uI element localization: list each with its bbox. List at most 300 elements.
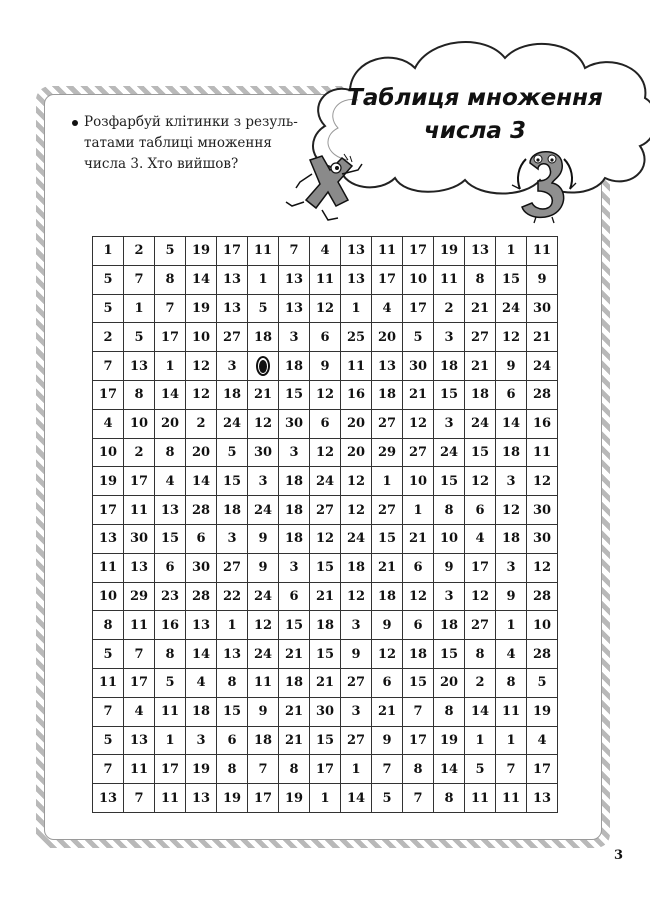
grid-cell[interactable]: 1 bbox=[217, 611, 248, 640]
grid-cell[interactable]: 5 bbox=[93, 640, 124, 669]
grid-cell[interactable]: 18 bbox=[186, 697, 217, 726]
grid-cell[interactable]: 27 bbox=[341, 668, 372, 697]
grid-cell[interactable]: 5 bbox=[93, 265, 124, 294]
grid-cell[interactable]: 15 bbox=[403, 668, 434, 697]
grid-cell[interactable]: 5 bbox=[372, 784, 403, 813]
grid-cell[interactable]: 27 bbox=[465, 611, 496, 640]
grid-cell[interactable]: 19 bbox=[279, 784, 310, 813]
grid-cell[interactable]: 1 bbox=[155, 352, 186, 381]
grid-cell[interactable]: 27 bbox=[310, 496, 341, 525]
grid-cell[interactable]: 12 bbox=[310, 380, 341, 409]
grid-cell[interactable]: 13 bbox=[527, 784, 558, 813]
grid-cell[interactable]: 24 bbox=[248, 640, 279, 669]
grid-cell[interactable]: 28 bbox=[186, 582, 217, 611]
grid-cell[interactable]: 8 bbox=[279, 755, 310, 784]
grid-cell[interactable]: 5 bbox=[124, 323, 155, 352]
grid-cell[interactable]: 12 bbox=[527, 553, 558, 582]
grid-cell[interactable]: 18 bbox=[248, 726, 279, 755]
grid-cell[interactable]: 3 bbox=[496, 553, 527, 582]
grid-cell[interactable]: 11 bbox=[124, 496, 155, 525]
grid-cell[interactable]: 5 bbox=[155, 237, 186, 266]
grid-cell[interactable]: 13 bbox=[186, 784, 217, 813]
grid-cell[interactable]: 11 bbox=[434, 265, 465, 294]
grid-cell[interactable]: 13 bbox=[217, 265, 248, 294]
grid-cell[interactable]: 18 bbox=[465, 380, 496, 409]
grid-cell[interactable]: 13 bbox=[279, 294, 310, 323]
grid-cell[interactable]: 10 bbox=[93, 582, 124, 611]
grid-cell[interactable]: 11 bbox=[341, 352, 372, 381]
grid-cell[interactable]: 15 bbox=[279, 380, 310, 409]
grid-cell[interactable]: 17 bbox=[372, 265, 403, 294]
grid-cell[interactable]: 21 bbox=[310, 582, 341, 611]
grid-cell[interactable]: 18 bbox=[279, 668, 310, 697]
grid-cell[interactable]: 21 bbox=[372, 553, 403, 582]
grid-cell[interactable]: 2 bbox=[124, 237, 155, 266]
grid-cell[interactable]: 17 bbox=[527, 755, 558, 784]
grid-cell[interactable]: 8 bbox=[155, 265, 186, 294]
grid-cell[interactable]: 30 bbox=[279, 409, 310, 438]
grid-cell[interactable]: 5 bbox=[93, 726, 124, 755]
grid-cell[interactable]: 15 bbox=[434, 640, 465, 669]
grid-cell[interactable]: 13 bbox=[93, 784, 124, 813]
grid-cell[interactable]: 11 bbox=[527, 237, 558, 266]
grid-cell[interactable]: 3 bbox=[341, 611, 372, 640]
grid-cell[interactable]: 18 bbox=[217, 496, 248, 525]
grid-cell[interactable]: 30 bbox=[186, 553, 217, 582]
grid-cell[interactable]: 24 bbox=[248, 582, 279, 611]
grid-cell[interactable]: 17 bbox=[465, 553, 496, 582]
grid-cell[interactable]: 7 bbox=[403, 697, 434, 726]
grid-cell[interactable]: 21 bbox=[279, 697, 310, 726]
grid-cell[interactable]: 5 bbox=[403, 323, 434, 352]
grid-cell[interactable]: 30 bbox=[310, 697, 341, 726]
grid-cell[interactable]: 8 bbox=[124, 380, 155, 409]
grid-cell[interactable]: 6 bbox=[496, 380, 527, 409]
grid-cell[interactable]: 5 bbox=[93, 294, 124, 323]
grid-cell[interactable]: 28 bbox=[527, 640, 558, 669]
grid-cell[interactable]: 18 bbox=[372, 582, 403, 611]
grid-cell[interactable]: 19 bbox=[217, 784, 248, 813]
grid-cell[interactable]: 3 bbox=[217, 524, 248, 553]
grid-cell[interactable]: 17 bbox=[248, 784, 279, 813]
grid-cell[interactable]: 6 bbox=[186, 524, 217, 553]
grid-cell[interactable]: 23 bbox=[155, 582, 186, 611]
grid-cell[interactable]: 3 bbox=[248, 467, 279, 496]
grid-cell[interactable]: 25 bbox=[341, 323, 372, 352]
grid-cell[interactable]: 4 bbox=[186, 668, 217, 697]
grid-cell[interactable]: 14 bbox=[186, 467, 217, 496]
grid-cell[interactable]: 27 bbox=[372, 496, 403, 525]
grid-cell[interactable]: 9 bbox=[496, 582, 527, 611]
grid-cell[interactable]: 17 bbox=[403, 726, 434, 755]
grid-cell[interactable]: 15 bbox=[465, 438, 496, 467]
grid-cell[interactable]: 21 bbox=[403, 524, 434, 553]
grid-cell[interactable]: 24 bbox=[248, 496, 279, 525]
grid-cell[interactable]: 24 bbox=[496, 294, 527, 323]
grid-cell[interactable]: 27 bbox=[372, 409, 403, 438]
grid-cell[interactable]: 20 bbox=[434, 668, 465, 697]
grid-cell[interactable]: 5 bbox=[155, 668, 186, 697]
grid-cell[interactable]: 2 bbox=[93, 323, 124, 352]
grid-cell[interactable]: 15 bbox=[155, 524, 186, 553]
grid-cell[interactable]: 11 bbox=[155, 784, 186, 813]
grid-cell[interactable] bbox=[248, 352, 279, 381]
grid-cell[interactable]: 3 bbox=[279, 438, 310, 467]
grid-cell[interactable]: 18 bbox=[434, 352, 465, 381]
grid-cell[interactable]: 12 bbox=[186, 380, 217, 409]
grid-cell[interactable]: 13 bbox=[217, 640, 248, 669]
grid-cell[interactable]: 18 bbox=[496, 438, 527, 467]
grid-cell[interactable]: 6 bbox=[465, 496, 496, 525]
grid-cell[interactable]: 12 bbox=[248, 611, 279, 640]
grid-cell[interactable]: 7 bbox=[124, 640, 155, 669]
grid-cell[interactable]: 4 bbox=[372, 294, 403, 323]
grid-cell[interactable]: 19 bbox=[93, 467, 124, 496]
grid-cell[interactable]: 12 bbox=[341, 582, 372, 611]
grid-cell[interactable]: 7 bbox=[372, 755, 403, 784]
grid-cell[interactable]: 14 bbox=[496, 409, 527, 438]
grid-cell[interactable]: 17 bbox=[93, 496, 124, 525]
grid-cell[interactable]: 17 bbox=[93, 380, 124, 409]
grid-cell[interactable]: 9 bbox=[248, 524, 279, 553]
grid-cell[interactable]: 4 bbox=[527, 726, 558, 755]
grid-cell[interactable]: 17 bbox=[217, 237, 248, 266]
grid-cell[interactable]: 3 bbox=[217, 352, 248, 381]
grid-cell[interactable]: 24 bbox=[341, 524, 372, 553]
grid-cell[interactable]: 1 bbox=[496, 726, 527, 755]
grid-cell[interactable]: 8 bbox=[434, 697, 465, 726]
grid-cell[interactable]: 9 bbox=[341, 640, 372, 669]
grid-cell[interactable]: 15 bbox=[496, 265, 527, 294]
grid-cell[interactable]: 15 bbox=[310, 726, 341, 755]
grid-cell[interactable]: 13 bbox=[124, 553, 155, 582]
grid-cell[interactable]: 20 bbox=[341, 409, 372, 438]
grid-cell[interactable]: 2 bbox=[124, 438, 155, 467]
grid-cell[interactable]: 11 bbox=[527, 438, 558, 467]
grid-cell[interactable]: 6 bbox=[403, 553, 434, 582]
grid-cell[interactable]: 27 bbox=[217, 553, 248, 582]
grid-cell[interactable]: 7 bbox=[93, 352, 124, 381]
grid-cell[interactable]: 22 bbox=[217, 582, 248, 611]
grid-cell[interactable]: 3 bbox=[434, 323, 465, 352]
grid-cell[interactable]: 4 bbox=[465, 524, 496, 553]
grid-cell[interactable]: 9 bbox=[372, 726, 403, 755]
grid-cell[interactable]: 1 bbox=[341, 755, 372, 784]
grid-cell[interactable]: 12 bbox=[403, 409, 434, 438]
grid-cell[interactable]: 6 bbox=[217, 726, 248, 755]
grid-cell[interactable]: 15 bbox=[279, 611, 310, 640]
grid-cell[interactable]: 1 bbox=[248, 265, 279, 294]
grid-cell[interactable]: 27 bbox=[465, 323, 496, 352]
grid-cell[interactable]: 5 bbox=[248, 294, 279, 323]
grid-cell[interactable]: 17 bbox=[155, 755, 186, 784]
grid-cell[interactable]: 14 bbox=[186, 265, 217, 294]
grid-cell[interactable]: 12 bbox=[310, 294, 341, 323]
grid-cell[interactable]: 12 bbox=[310, 438, 341, 467]
grid-cell[interactable]: 8 bbox=[217, 668, 248, 697]
grid-cell[interactable]: 11 bbox=[310, 265, 341, 294]
grid-cell[interactable]: 24 bbox=[527, 352, 558, 381]
grid-cell[interactable]: 15 bbox=[372, 524, 403, 553]
grid-cell[interactable]: 19 bbox=[186, 237, 217, 266]
grid-cell[interactable]: 13 bbox=[341, 237, 372, 266]
grid-cell[interactable]: 13 bbox=[465, 237, 496, 266]
grid-cell[interactable]: 8 bbox=[93, 611, 124, 640]
grid-cell[interactable]: 28 bbox=[186, 496, 217, 525]
grid-cell[interactable]: 1 bbox=[155, 726, 186, 755]
grid-cell[interactable]: 11 bbox=[124, 755, 155, 784]
grid-cell[interactable]: 15 bbox=[434, 467, 465, 496]
grid-cell[interactable]: 18 bbox=[279, 352, 310, 381]
grid-cell[interactable]: 5 bbox=[465, 755, 496, 784]
grid-cell[interactable]: 19 bbox=[186, 294, 217, 323]
grid-cell[interactable]: 13 bbox=[93, 524, 124, 553]
grid-cell[interactable]: 3 bbox=[434, 409, 465, 438]
grid-cell[interactable]: 21 bbox=[465, 294, 496, 323]
grid-cell[interactable]: 14 bbox=[341, 784, 372, 813]
grid-cell[interactable]: 4 bbox=[496, 640, 527, 669]
grid-cell[interactable]: 12 bbox=[341, 496, 372, 525]
grid-cell[interactable]: 20 bbox=[341, 438, 372, 467]
grid-cell[interactable]: 12 bbox=[403, 582, 434, 611]
grid-cell[interactable]: 7 bbox=[155, 294, 186, 323]
grid-cell[interactable]: 8 bbox=[155, 438, 186, 467]
grid-cell[interactable]: 1 bbox=[465, 726, 496, 755]
grid-cell[interactable]: 13 bbox=[186, 611, 217, 640]
grid-cell[interactable]: 11 bbox=[124, 611, 155, 640]
grid-cell[interactable]: 15 bbox=[310, 640, 341, 669]
grid-cell[interactable]: 12 bbox=[527, 467, 558, 496]
grid-cell[interactable]: 17 bbox=[124, 668, 155, 697]
grid-cell[interactable]: 6 bbox=[279, 582, 310, 611]
grid-cell[interactable]: 17 bbox=[403, 294, 434, 323]
grid-cell[interactable]: 21 bbox=[527, 323, 558, 352]
grid-cell[interactable]: 19 bbox=[434, 726, 465, 755]
grid-cell[interactable]: 11 bbox=[93, 668, 124, 697]
grid-cell[interactable]: 5 bbox=[527, 668, 558, 697]
grid-cell[interactable]: 30 bbox=[124, 524, 155, 553]
grid-cell[interactable]: 7 bbox=[248, 755, 279, 784]
grid-cell[interactable]: 13 bbox=[124, 726, 155, 755]
grid-cell[interactable]: 12 bbox=[496, 323, 527, 352]
grid-cell[interactable]: 3 bbox=[341, 697, 372, 726]
grid-cell[interactable]: 21 bbox=[248, 380, 279, 409]
grid-cell[interactable]: 18 bbox=[279, 524, 310, 553]
grid-cell[interactable]: 18 bbox=[310, 611, 341, 640]
grid-cell[interactable]: 18 bbox=[248, 323, 279, 352]
grid-cell[interactable]: 12 bbox=[465, 582, 496, 611]
grid-cell[interactable]: 11 bbox=[465, 784, 496, 813]
grid-cell[interactable]: 21 bbox=[279, 640, 310, 669]
grid-cell[interactable]: 8 bbox=[465, 640, 496, 669]
grid-cell[interactable]: 5 bbox=[217, 438, 248, 467]
grid-cell[interactable]: 10 bbox=[403, 265, 434, 294]
grid-cell[interactable]: 4 bbox=[155, 467, 186, 496]
grid-cell[interactable]: 9 bbox=[434, 553, 465, 582]
grid-cell[interactable]: 8 bbox=[434, 496, 465, 525]
grid-cell[interactable]: 10 bbox=[93, 438, 124, 467]
grid-cell[interactable]: 7 bbox=[403, 784, 434, 813]
grid-cell[interactable]: 10 bbox=[403, 467, 434, 496]
grid-cell[interactable]: 30 bbox=[527, 496, 558, 525]
grid-cell[interactable]: 9 bbox=[310, 352, 341, 381]
grid-cell[interactable]: 19 bbox=[434, 237, 465, 266]
grid-cell[interactable]: 19 bbox=[527, 697, 558, 726]
grid-cell[interactable]: 1 bbox=[341, 294, 372, 323]
grid-cell[interactable]: 12 bbox=[310, 524, 341, 553]
grid-cell[interactable]: 1 bbox=[372, 467, 403, 496]
grid-cell[interactable]: 21 bbox=[279, 726, 310, 755]
grid-cell[interactable]: 19 bbox=[186, 755, 217, 784]
grid-cell[interactable]: 29 bbox=[372, 438, 403, 467]
grid-cell[interactable]: 17 bbox=[403, 237, 434, 266]
grid-cell[interactable]: 20 bbox=[186, 438, 217, 467]
grid-cell[interactable]: 11 bbox=[496, 697, 527, 726]
grid-cell[interactable]: 18 bbox=[372, 380, 403, 409]
grid-cell[interactable]: 15 bbox=[310, 553, 341, 582]
grid-cell[interactable]: 10 bbox=[527, 611, 558, 640]
grid-cell[interactable]: 30 bbox=[527, 524, 558, 553]
grid-cell[interactable]: 18 bbox=[403, 640, 434, 669]
grid-cell[interactable]: 7 bbox=[124, 265, 155, 294]
grid-cell[interactable]: 12 bbox=[372, 640, 403, 669]
grid-cell[interactable]: 13 bbox=[341, 265, 372, 294]
grid-cell[interactable]: 11 bbox=[248, 237, 279, 266]
grid-cell[interactable]: 12 bbox=[341, 467, 372, 496]
grid-cell[interactable]: 15 bbox=[217, 467, 248, 496]
grid-cell[interactable]: 3 bbox=[279, 323, 310, 352]
grid-cell[interactable]: 3 bbox=[186, 726, 217, 755]
grid-cell[interactable]: 16 bbox=[155, 611, 186, 640]
grid-cell[interactable]: 11 bbox=[155, 697, 186, 726]
grid-cell[interactable]: 18 bbox=[217, 380, 248, 409]
grid-cell[interactable]: 21 bbox=[372, 697, 403, 726]
grid-cell[interactable]: 7 bbox=[124, 784, 155, 813]
grid-cell[interactable]: 12 bbox=[465, 467, 496, 496]
grid-cell[interactable]: 10 bbox=[124, 409, 155, 438]
grid-cell[interactable]: 13 bbox=[217, 294, 248, 323]
grid-cell[interactable]: 27 bbox=[403, 438, 434, 467]
grid-cell[interactable]: 17 bbox=[310, 755, 341, 784]
grid-cell[interactable]: 20 bbox=[155, 409, 186, 438]
grid-cell[interactable]: 13 bbox=[279, 265, 310, 294]
grid-cell[interactable]: 18 bbox=[496, 524, 527, 553]
grid-cell[interactable]: 6 bbox=[372, 668, 403, 697]
grid-cell[interactable]: 28 bbox=[527, 380, 558, 409]
grid-cell[interactable]: 1 bbox=[93, 237, 124, 266]
grid-cell[interactable]: 30 bbox=[248, 438, 279, 467]
grid-cell[interactable]: 24 bbox=[434, 438, 465, 467]
grid-cell[interactable]: 8 bbox=[434, 784, 465, 813]
grid-cell[interactable]: 3 bbox=[279, 553, 310, 582]
grid-cell[interactable]: 3 bbox=[496, 467, 527, 496]
grid-cell[interactable]: 17 bbox=[155, 323, 186, 352]
grid-cell[interactable]: 9 bbox=[527, 265, 558, 294]
grid-cell[interactable]: 6 bbox=[403, 611, 434, 640]
grid-cell[interactable]: 13 bbox=[124, 352, 155, 381]
grid-cell[interactable]: 8 bbox=[403, 755, 434, 784]
grid-cell[interactable]: 4 bbox=[93, 409, 124, 438]
grid-cell[interactable]: 9 bbox=[372, 611, 403, 640]
grid-cell[interactable]: 2 bbox=[465, 668, 496, 697]
grid-cell[interactable]: 24 bbox=[465, 409, 496, 438]
grid-cell[interactable]: 12 bbox=[496, 496, 527, 525]
grid-cell[interactable]: 30 bbox=[403, 352, 434, 381]
grid-cell[interactable]: 1 bbox=[310, 784, 341, 813]
grid-cell[interactable]: 20 bbox=[372, 323, 403, 352]
grid-cell[interactable]: 10 bbox=[434, 524, 465, 553]
grid-cell[interactable]: 16 bbox=[527, 409, 558, 438]
grid-cell[interactable]: 8 bbox=[496, 668, 527, 697]
grid-cell[interactable]: 2 bbox=[186, 409, 217, 438]
grid-cell[interactable]: 24 bbox=[217, 409, 248, 438]
grid-cell[interactable]: 1 bbox=[496, 237, 527, 266]
grid-cell[interactable]: 12 bbox=[186, 352, 217, 381]
grid-cell[interactable]: 3 bbox=[434, 582, 465, 611]
grid-cell[interactable]: 4 bbox=[124, 697, 155, 726]
grid-cell[interactable]: 10 bbox=[186, 323, 217, 352]
grid-cell[interactable]: 15 bbox=[217, 697, 248, 726]
grid-cell[interactable]: 11 bbox=[93, 553, 124, 582]
grid-cell[interactable]: 12 bbox=[248, 409, 279, 438]
grid-cell[interactable]: 6 bbox=[310, 409, 341, 438]
grid-cell[interactable]: 30 bbox=[527, 294, 558, 323]
grid-cell[interactable]: 27 bbox=[217, 323, 248, 352]
grid-cell[interactable]: 11 bbox=[372, 237, 403, 266]
grid-cell[interactable]: 9 bbox=[496, 352, 527, 381]
grid-cell[interactable]: 8 bbox=[217, 755, 248, 784]
grid-cell[interactable]: 24 bbox=[310, 467, 341, 496]
grid-cell[interactable]: 17 bbox=[124, 467, 155, 496]
grid-cell[interactable]: 18 bbox=[279, 496, 310, 525]
grid-cell[interactable]: 13 bbox=[155, 496, 186, 525]
grid-cell[interactable]: 27 bbox=[341, 726, 372, 755]
grid-cell[interactable]: 7 bbox=[93, 697, 124, 726]
grid-cell[interactable]: 1 bbox=[403, 496, 434, 525]
grid-cell[interactable]: 14 bbox=[465, 697, 496, 726]
grid-cell[interactable]: 7 bbox=[496, 755, 527, 784]
grid-cell[interactable]: 15 bbox=[434, 380, 465, 409]
grid-cell[interactable]: 8 bbox=[155, 640, 186, 669]
grid-cell[interactable]: 21 bbox=[310, 668, 341, 697]
grid-cell[interactable]: 18 bbox=[434, 611, 465, 640]
grid-cell[interactable]: 6 bbox=[310, 323, 341, 352]
grid-cell[interactable]: 4 bbox=[310, 237, 341, 266]
grid-cell[interactable]: 9 bbox=[248, 553, 279, 582]
grid-cell[interactable]: 18 bbox=[279, 467, 310, 496]
grid-cell[interactable]: 14 bbox=[186, 640, 217, 669]
grid-cell[interactable]: 28 bbox=[527, 582, 558, 611]
grid-cell[interactable]: 9 bbox=[248, 697, 279, 726]
grid-cell[interactable]: 16 bbox=[341, 380, 372, 409]
grid-cell[interactable]: 21 bbox=[403, 380, 434, 409]
grid-cell[interactable]: 11 bbox=[496, 784, 527, 813]
grid-cell[interactable]: 7 bbox=[279, 237, 310, 266]
grid-cell[interactable]: 21 bbox=[465, 352, 496, 381]
grid-cell[interactable]: 29 bbox=[124, 582, 155, 611]
grid-cell[interactable]: 14 bbox=[155, 380, 186, 409]
grid-cell[interactable]: 1 bbox=[496, 611, 527, 640]
grid-cell[interactable]: 8 bbox=[465, 265, 496, 294]
grid-cell[interactable]: 6 bbox=[155, 553, 186, 582]
grid-cell[interactable]: 14 bbox=[434, 755, 465, 784]
grid-cell[interactable]: 13 bbox=[372, 352, 403, 381]
grid-cell[interactable]: 7 bbox=[93, 755, 124, 784]
grid-cell[interactable]: 18 bbox=[341, 553, 372, 582]
grid-cell[interactable]: 11 bbox=[248, 668, 279, 697]
grid-cell[interactable]: 2 bbox=[434, 294, 465, 323]
grid-cell[interactable]: 1 bbox=[124, 294, 155, 323]
